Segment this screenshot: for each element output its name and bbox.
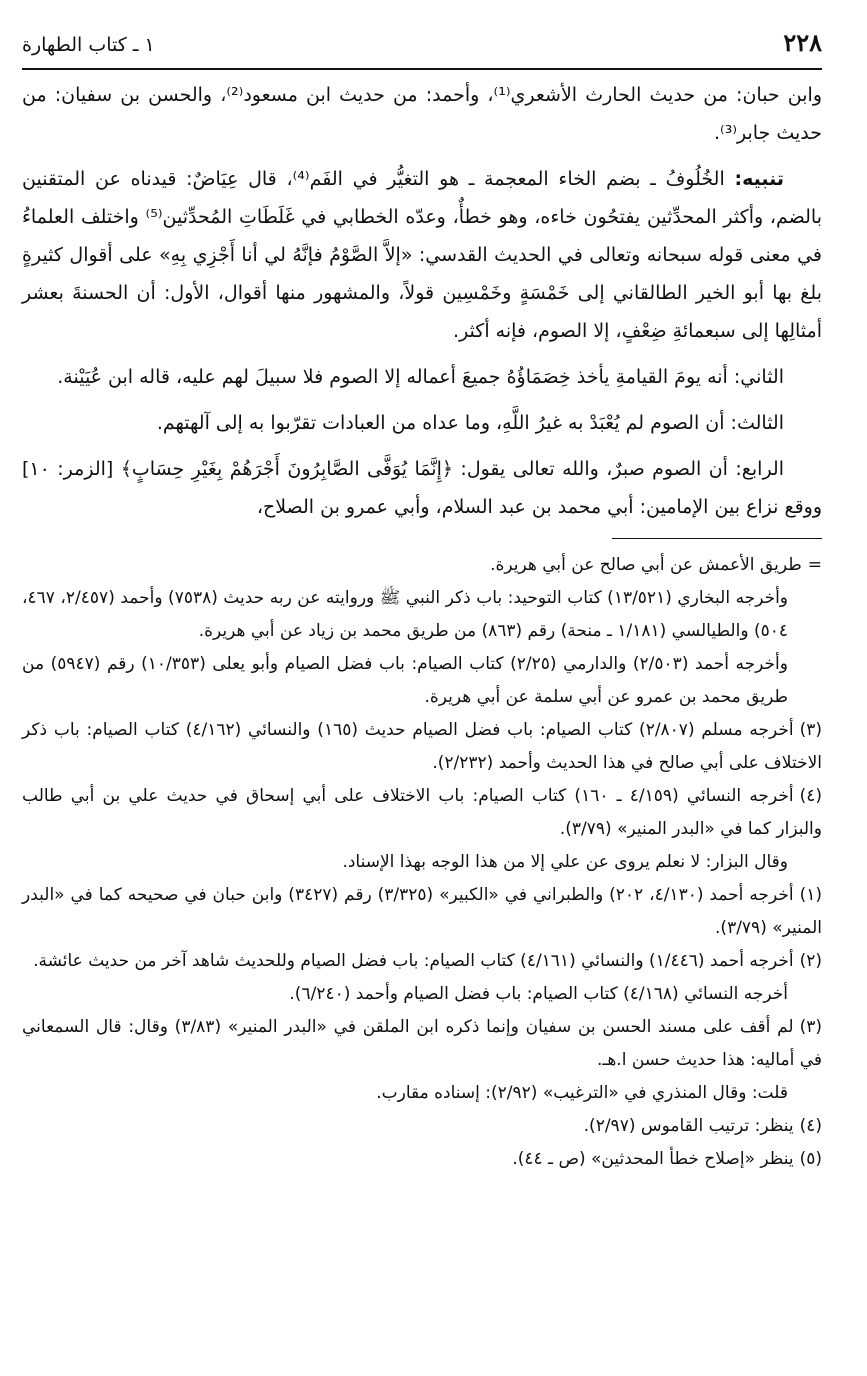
footnote-number: (٤) bbox=[799, 1116, 822, 1136]
paragraph-second: الثاني: أنه يومَ القيامةِ يأخذ خِصَمَاؤُهُ جميعَ أعماله إلا الصوم فلا سبيلَ لهم عليه، قاله ابن عُيَيْنة. bbox=[57, 366, 784, 388]
footnote-item bbox=[22, 879, 822, 945]
footnote-item bbox=[22, 714, 822, 780]
tanbih-label: تنبيه: bbox=[734, 168, 785, 190]
footnote-divider bbox=[612, 538, 822, 539]
paragraph-tanbih bbox=[22, 160, 822, 350]
footnote-item bbox=[22, 945, 822, 978]
footnote-text: أخرجه أحمد (٤/١٣٠، ٢٠٢) والطبراني في «الكبير» (٣/٣٢٥) رقم (٣٤٢٧) وابن حبان في صحيحه كما في «البدر المنير» (٣/٧٩). bbox=[22, 885, 822, 938]
page-header bbox=[22, 28, 822, 70]
footnote-number: (٣) bbox=[799, 720, 823, 740]
footnote-number: (٢) bbox=[799, 951, 822, 971]
footnote-text: أخرجه النسائي (٤/١٦٨) كتاب الصيام: باب فضل الصيام وأحمد (٦/٢٤٠). bbox=[289, 984, 788, 1004]
footnote-item bbox=[22, 780, 822, 846]
footnote-text: أخرجه مسلم (٢/٨٠٧) كتاب الصيام: باب فضل الصيام حديث (١٦٥) والنسائي (٤/١٦٢) كتاب الصيام: باب ذكر الاختلاف على أبي صالح في هذا الحديث وأحمد (٢/٢٣٢). bbox=[22, 720, 822, 773]
footnote-item bbox=[22, 549, 822, 582]
footnote-text: وأخرجه أحمد (٢/٥٠٣) والدارمي (٢/٢٥) كتاب الصيام: باب فضل الصيام وأبو يعلى (١٠/٣٥٣) رقم (٥٩٤٧) من طريق محمد بن عمرو عن أبي سلمة عن أبي هريرة. bbox=[22, 654, 788, 707]
footnote-item bbox=[22, 1143, 822, 1176]
footnote-text: أخرجه أحمد (١/٤٤٦) والنسائي (٤/١٦١) كتاب الصيام: باب فضل الصيام وللحديث شاهد آخر من حديث عائشة. bbox=[33, 951, 794, 971]
running-title: ١ ـ كتاب الطهارة bbox=[22, 34, 155, 56]
footnote-number: (٣) bbox=[799, 1017, 822, 1037]
footnote-item bbox=[22, 648, 822, 714]
main-text bbox=[22, 76, 822, 526]
tanbih-text: الخُلُوفُ ـ بضم الخاء المعجمة ـ هو التغيُّر في الفَم⁽⁴⁾، قال عِيَاضٌ: قيدناه عن المتقنين بالضم، وأكثر المحدِّثين يفتحُون خاءه، وهو خطأٌ، وعدّه الخطابي في غَلَطَاتِ المُحدِّثين⁽⁵⁾ واختلف العلماءُ في معنى قوله سبحانه وتعالى في الحديث القدسي: «إلاَّ الصَّوْمُ فإنَّهُ لي أنا أَجْزِي بِهِ» على أقوال كثيرةٍ بلغ بها أبو الخير الطالقاني إلى خَمْسَةٍ وخَمْسِين قولاً، والمشهور منها أقوال، الأول: أن الحسنةَ بعشر أمثالِها إلى سبعمائةِ ضِعْفٍ، إلا الصوم، فإنه أكثر. bbox=[22, 168, 822, 342]
footnote-number: (٤) bbox=[799, 786, 822, 806]
footnote-item bbox=[22, 1077, 822, 1110]
footnote-text: ينظر «إصلاح خطأ المحدثين» (ص ـ ٤٤). bbox=[512, 1149, 794, 1169]
footnote-item bbox=[22, 1110, 822, 1143]
page-number: ٢٢٨ bbox=[783, 28, 822, 57]
paragraph-third: الثالث: أن الصوم لم يُعْبَدْ به غيرُ اللَّهِ، وما عداه من العبادات تقرّبوا به إلى آلهتهم. bbox=[156, 412, 784, 434]
footnote-text: أخرجه النسائي (٤/١٥٩ ـ ١٦٠) كتاب الصيام: باب الاختلاف على أبي إسحاق في حديث علي بن أبي طالب والبزار كما في «البدر المنير» (٣/٧٩). bbox=[22, 786, 822, 839]
book-page bbox=[22, 28, 822, 1358]
footnote-item bbox=[22, 1011, 822, 1077]
footnotes bbox=[22, 549, 822, 1176]
footnote-number: = bbox=[807, 555, 822, 575]
footnote-text: وأخرجه البخاري (١٣/٥٢١) كتاب التوحيد: باب ذكر النبي ﷺ وروايته عن ربه حديث (٧٥٣٨) وأحمد (٢/٤٥٧، ٤٦٧، ٥٠٤) والطيالسي (١/١٨١ ـ منحة) رقم (٨٦٣) من طريق محمد بن زياد عن أبي هريرة. bbox=[22, 588, 789, 641]
footnote-number: (١) bbox=[799, 885, 822, 905]
paragraph-1: وابن حبان: من حديث الحارث الأشعري⁽¹⁾، وأحمد: من حديث ابن مسعود⁽²⁾، والحسن بن سفيان: من حديث جابر⁽³⁾. bbox=[22, 84, 823, 144]
footnote-text: طريق الأعمش عن أبي صالح عن أبي هريرة. bbox=[490, 555, 802, 575]
footnote-text: لم أقف على مسند الحسن بن سفيان وإنما ذكره ابن الملقن في «البدر المنير» (٣/٨٣) وقال: قال السمعاني في أماليه: هذا حديث حسن ا.هـ. bbox=[22, 1017, 822, 1070]
footnote-item bbox=[22, 582, 822, 648]
footnote-text: وقال البزار: لا نعلم يروى عن علي إلا من هذا الوجه بهذا الإسناد. bbox=[342, 852, 788, 872]
footnote-number: (٥) bbox=[799, 1149, 822, 1169]
footnote-item bbox=[22, 846, 822, 879]
footnote-item bbox=[22, 978, 822, 1011]
footnote-text: قلت: وقال المنذري في «الترغيب» (٢/٩٢): إسناده مقارب. bbox=[376, 1083, 788, 1103]
paragraph-fourth: الرابع: أن الصوم صبرٌ، والله تعالى يقول: ﴿إِنَّمَا يُوَفَّى الصَّابِرُونَ أَجْرَهُمْ بِغَيْرِ حِسَابٍ﴾ [الزمر: ١٠] ووقع نزاع بين الإمامين: أبي محمد بن عبد السلام، وأبي عمرو بن الصلاح، bbox=[22, 458, 822, 518]
footnote-text: ينظر: ترتيب القاموس (٢/٩٧). bbox=[583, 1116, 794, 1136]
